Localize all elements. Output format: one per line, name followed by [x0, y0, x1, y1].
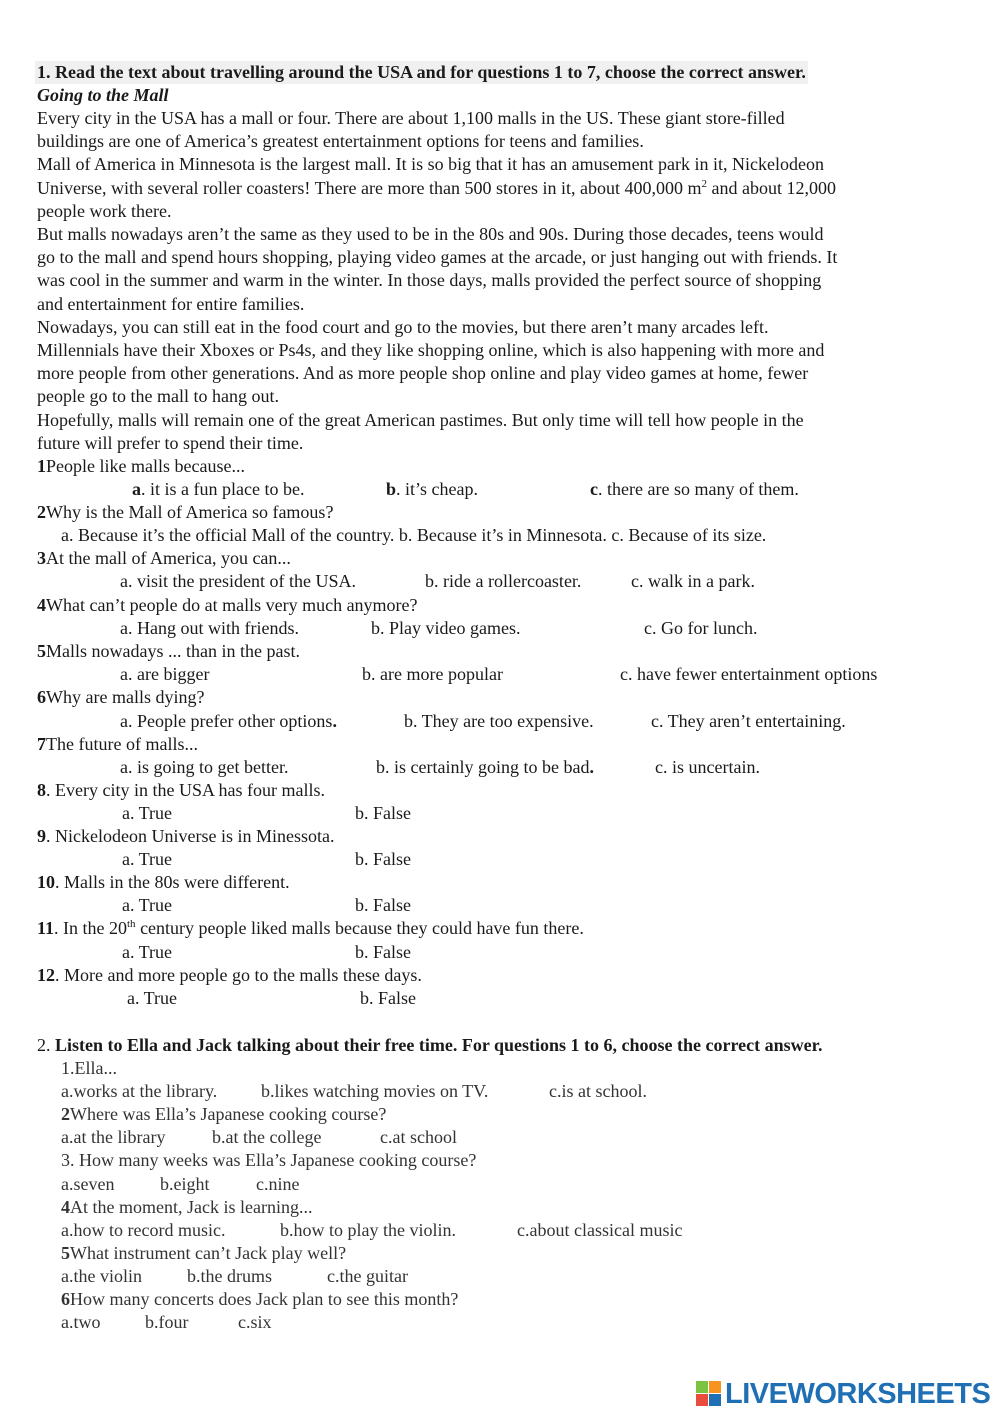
question-12: 12. More and more people go to the malls these days. — [37, 965, 422, 985]
s2-q1-option-b[interactable]: b.likes watching movies on TV. — [261, 1081, 489, 1101]
question-7: 7The future of malls... — [37, 734, 198, 754]
q8-option-true[interactable]: a. True — [122, 803, 173, 823]
q12-option-true[interactable]: a. True — [127, 988, 178, 1008]
s2-question-6: 6How many concerts does Jack plan to see this month? — [61, 1289, 459, 1309]
q1-option-b[interactable]: b. it’s cheap. — [386, 479, 478, 499]
passage-line: Hopefully, malls will remain one of the great American pastimes. But only time will tell how people in the — [37, 409, 804, 430]
liveworksheets-logo-text: LIVEWORKSHEETS — [725, 1377, 991, 1410]
passage-line: people work there. — [37, 200, 172, 221]
s2-question-1: 1.Ella... — [61, 1058, 117, 1078]
passage-line: Nowadays, you can still eat in the food court and go to the movies, but there aren’t many arcades left. — [37, 316, 769, 337]
liveworksheets-logo-icon — [696, 1381, 722, 1407]
s2-q4-option-a[interactable]: a.how to record music. — [61, 1220, 226, 1240]
question-1: 1People like malls because... — [37, 456, 245, 476]
s2-q5-option-a[interactable]: a.the violin — [61, 1266, 142, 1286]
s2-question-2: 2Where was Ella’s Japanese cooking course? — [61, 1104, 387, 1124]
s2-q1-option-a[interactable]: a.works at the library. — [61, 1081, 218, 1101]
question-9: 9. Nickelodeon Universe is in Minessota. — [37, 826, 335, 846]
q7-option-a[interactable]: a. is going to get better. — [120, 757, 289, 777]
q6-option-b[interactable]: b. They are too expensive. — [404, 711, 594, 731]
q7-option-b[interactable]: b. is certainly going to be bad. — [376, 757, 594, 777]
s2-q2-option-b[interactable]: b.at the college — [212, 1127, 322, 1147]
q9-option-true[interactable]: a. True — [122, 849, 173, 869]
reading-title: Going to the Mall — [37, 85, 169, 105]
q9-option-false[interactable]: b. False — [355, 849, 411, 869]
s2-q1-option-c[interactable]: c.is at school. — [549, 1081, 647, 1101]
passage-line: and entertainment for entire families. — [37, 293, 305, 314]
passage-line: go to the mall and spend hours shopping, playing video games at the arcade, or just hanging out with friends. It — [37, 247, 838, 268]
passage-line: Every city in the USA has a mall or four. There are about 1,100 malls in the US. These giant store-filled — [37, 108, 785, 128]
s2-q5-option-c[interactable]: c.the guitar — [327, 1266, 408, 1286]
q4-option-b[interactable]: b. Play video games. — [371, 618, 521, 638]
q4-option-c[interactable]: c. Go for lunch. — [644, 618, 758, 638]
q8-option-false[interactable]: b. False — [355, 803, 411, 823]
question-6: 6Why are malls dying? — [37, 687, 205, 707]
s2-q6-option-c[interactable]: c.six — [238, 1312, 272, 1332]
question-2: 2Why is the Mall of America so famous? — [37, 502, 334, 522]
s2-q4-option-c[interactable]: c.about classical music — [517, 1220, 683, 1240]
s2-q6-option-a[interactable]: a.two — [61, 1312, 101, 1332]
passage-line: buildings are one of America’s greatest entertainment options for teens and families. — [37, 131, 644, 152]
question-3: 3At the mall of America, you can... — [37, 548, 291, 568]
q5-option-b[interactable]: b. are more popular — [362, 664, 503, 684]
s2-question-3: 3. How many weeks was Ella’s Japanese cooking course? — [61, 1150, 477, 1170]
q3-option-b[interactable]: b. ride a rollercoaster. — [425, 571, 582, 591]
liveworksheets-logo[interactable] — [696, 1377, 990, 1411]
s2-q2-option-a[interactable]: a.at the library — [61, 1127, 166, 1147]
passage-line: Universe, with several roller coasters! There are more than 500 stores in it, about 400,000 $m^2$ and about 12,000 — [37, 177, 836, 198]
s2-question-4: 4At the moment, Jack is learning... — [61, 1197, 313, 1217]
section1-heading: 1. Read the text about travelling around the USA and for questions 1 to 7, choose the correct answer. — [37, 62, 806, 82]
s2-question-5: 5What instrument can’t Jack play well? — [61, 1243, 347, 1263]
q4-option-a[interactable]: a. Hang out with friends. — [120, 618, 299, 638]
question-4: 4What can’t people do at malls very much anymore? — [37, 595, 418, 615]
passage-line: future will prefer to spend their time. — [37, 432, 304, 453]
q10-option-true[interactable]: a. True — [122, 895, 173, 915]
s2-q6-option-b[interactable]: b.four — [145, 1312, 189, 1332]
passage-line: But malls nowadays aren’t the same as they used to be in the 80s and 90s. During those decades, teens would — [37, 224, 824, 245]
question-10: 10. Malls in the 80s were different. — [37, 872, 290, 892]
q1-option-c[interactable]: c. there are so many of them. — [590, 479, 799, 499]
q5-option-c[interactable]: c. have fewer entertainment options — [620, 664, 878, 684]
q2-options[interactable]: a. Because it’s the official Mall of the country. b. Because it’s in Minnesota. c. Because of its size. — [61, 525, 767, 545]
q11-option-false[interactable]: b. False — [355, 942, 411, 962]
q3-option-a[interactable]: a. visit the president of the USA. — [120, 571, 356, 591]
q3-option-c[interactable]: c. walk in a park. — [631, 571, 755, 591]
section2-heading: 2. Listen to Ella and Jack talking about their free time. For questions 1 to 6, choose the correct answer. — [37, 1035, 823, 1055]
q5-option-a[interactable]: a. are bigger — [120, 664, 210, 684]
passage-line: Millennials have their Xboxes or Ps4s, and they like shopping online, which is also happening with more and — [37, 340, 825, 361]
s2-q3-option-b[interactable]: b.eight — [160, 1174, 210, 1194]
q11-option-true[interactable]: a. True — [122, 942, 173, 962]
passage-line: more people from other generations. And as more people shop online and play video games at home, fewer — [37, 363, 809, 384]
passage-line: was cool in the summer and warm in the winter. In those days, malls provided the perfect source of shopping — [37, 270, 822, 291]
q7-option-c[interactable]: c. is uncertain. — [655, 757, 760, 777]
reading-passage — [37, 107, 942, 455]
q12-option-false[interactable]: b. False — [360, 988, 416, 1008]
q6-option-a[interactable]: a. People prefer other options. — [120, 711, 337, 731]
s2-q5-option-b[interactable]: b.the drums — [187, 1266, 272, 1286]
question-5: 5Malls nowadays ... than in the past. — [37, 641, 300, 661]
s2-q3-option-c[interactable]: c.nine — [256, 1174, 300, 1194]
s2-q4-option-b[interactable]: b.how to play the violin. — [280, 1220, 456, 1240]
q10-option-false[interactable]: b. False — [355, 895, 411, 915]
question-11: 11. In the 20th century people liked malls because they could have fun there. — [37, 918, 584, 938]
question-8: 8. Every city in the USA has four malls. — [37, 780, 325, 800]
passage-line: people go to the mall to hang out. — [37, 386, 279, 407]
q6-option-c[interactable]: c. They aren’t entertaining. — [651, 711, 846, 731]
passage-line: Mall of America in Minnesota is the largest mall. It is so big that it has an amusement park in it, Nickelodeon — [37, 154, 825, 175]
s2-q3-option-a[interactable]: a.seven — [61, 1174, 115, 1194]
s2-q2-option-c[interactable]: c.at school — [380, 1127, 457, 1147]
superscript: 2 — [701, 177, 707, 190]
q1-option-a[interactable]: a. it is a fun place to be. — [132, 479, 305, 499]
